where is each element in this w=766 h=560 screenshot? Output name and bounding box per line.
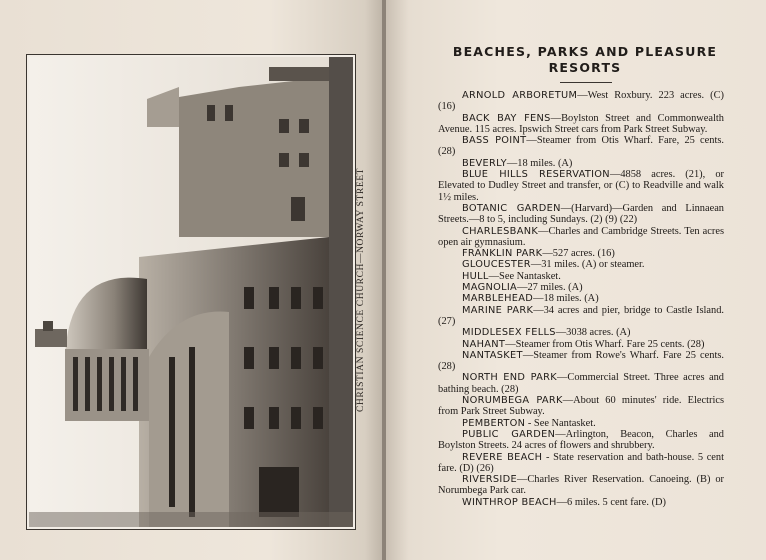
resort-name: BEVERLY xyxy=(462,157,507,169)
resort-name: PEMBERTON xyxy=(462,417,526,429)
page-heading xyxy=(430,44,740,76)
resort-name: MARBLEHEAD xyxy=(462,293,534,305)
resort-details: —Steamer from Otis Wharf. Fare, 25 cents. (28) xyxy=(438,135,724,158)
resort-entry xyxy=(438,282,724,293)
resort-details: —18 miles. (A) xyxy=(506,157,573,169)
resort-details: —527 acres. (16) xyxy=(542,248,615,260)
resort-name: REVERE BEACH xyxy=(462,451,543,463)
resort-entry xyxy=(438,90,724,113)
resort-name: MAGNOLIA xyxy=(462,282,518,294)
resort-details: - State reservation and bath-house. 5 cent fare. (D) (26) xyxy=(438,451,724,474)
resort-details: —4858 acres. (21), or Elevated to Dudley Street and transfer, or (C) to Readville and walk 1½ miles. xyxy=(438,169,724,203)
resort-entry xyxy=(438,135,724,158)
resort-details: —3038 acres. (A) xyxy=(555,327,631,339)
resort-name: HULL xyxy=(462,270,489,282)
resort-name: WINTHROP BEACH xyxy=(462,496,557,508)
resort-entry xyxy=(438,158,724,169)
resort-name: MARINE PARK xyxy=(462,304,534,316)
resort-entry xyxy=(438,203,724,226)
photo-plate xyxy=(26,54,356,530)
church-photo xyxy=(29,57,353,527)
resort-name: BASS POINT xyxy=(462,135,527,147)
resort-name: BLUE HILLS RESERVATION xyxy=(462,169,610,181)
resort-name: NORTH END PARK xyxy=(462,372,558,384)
resort-entry xyxy=(438,259,724,270)
resort-entry xyxy=(438,169,724,203)
resort-list xyxy=(438,90,724,508)
resort-entry xyxy=(438,429,724,452)
resort-details: —Charles and Cambridge Streets. Ten acres open air gymnasium. xyxy=(438,225,724,248)
resort-details: —31 miles. (A) or steamer. xyxy=(530,259,645,271)
resort-details: —18 miles. (A) xyxy=(533,293,599,305)
resort-name: BACK BAY FENS xyxy=(462,112,551,124)
resort-entry xyxy=(438,350,724,373)
resort-name: CHARLESBANK xyxy=(462,225,539,237)
resort-details: —West Roxbury. 223 acres. (C) (16) xyxy=(438,90,724,113)
resort-entry xyxy=(438,372,724,395)
resort-details: —(Harvard)—Garden and Linnaean Streets.—8 to 5, including Sundays. (2) (9) (22) xyxy=(438,202,724,226)
resort-name: NANTASKET xyxy=(462,349,523,361)
resort-entry xyxy=(438,339,724,350)
resort-details: —6 miles. 5 cent fare. (D) xyxy=(556,496,667,508)
resort-entry xyxy=(438,497,724,508)
resort-name: ARNOLD ARBORETUM xyxy=(462,90,578,101)
resort-name: MIDDLESEX FELLS xyxy=(462,327,556,339)
heading-rule xyxy=(560,82,612,83)
resort-name: NAHANT xyxy=(462,338,506,350)
resort-details: —Steamer from Rowe's Wharf. Fare 25 cents. (28) xyxy=(438,349,724,373)
resort-details: —Arlington, Beacon, Charles and Boylston Streets. 24 acres of flowers and shrubbery. xyxy=(438,428,724,452)
resort-details: - See Nantasket. xyxy=(525,417,596,429)
resort-entry xyxy=(438,293,724,304)
resort-name: FRANKLIN PARK xyxy=(462,248,543,260)
resort-name: NORUMBEGA PARK xyxy=(462,395,563,407)
photo-caption: CHRISTIAN SCIENCE CHURCH—NORWAY STREET xyxy=(356,167,366,413)
resort-entry xyxy=(438,248,724,259)
heading-line-1: BEACHES, PARKS AND PLEASURE xyxy=(452,44,718,59)
resort-entry xyxy=(438,327,724,338)
resort-entry xyxy=(438,452,724,475)
resort-entry xyxy=(438,271,724,282)
resort-entry xyxy=(438,226,724,249)
resort-name: BOTANIC GARDEN xyxy=(462,202,561,214)
heading-line-2: RESORTS xyxy=(548,60,622,75)
resort-name: PUBLIC GARDEN xyxy=(462,428,556,440)
resort-entry xyxy=(438,305,724,328)
resort-details: —27 miles. (A) xyxy=(517,282,583,294)
resort-details: —About 60 minutes' ride. Electrics from Park Street Subway. xyxy=(438,395,724,418)
resort-entry xyxy=(438,113,724,136)
resort-details: —Charles River Reservation. Canoeing. (B) or Norumbega Park car. xyxy=(438,474,724,497)
resort-entry xyxy=(438,395,724,418)
resort-details: —Boylston Street and Commonwealth Avenue. 115 acres. Ipswich Street cars from Park Street Subway. xyxy=(438,112,724,135)
resort-entry xyxy=(438,418,724,429)
resort-details: —Steamer from Otis Wharf. Fare 25 cents. (28) xyxy=(505,338,705,350)
resort-name: RIVERSIDE xyxy=(462,474,517,486)
resort-name: GLOUCESTER xyxy=(462,259,531,271)
resort-details: —34 acres and pier, bridge to Castle Island. (27) xyxy=(438,304,724,327)
resort-details: —Commercial Street. Three acres and bathing beach. (28) xyxy=(438,372,724,395)
resort-entry xyxy=(438,474,724,497)
resort-details: —See Nantasket. xyxy=(488,270,561,282)
